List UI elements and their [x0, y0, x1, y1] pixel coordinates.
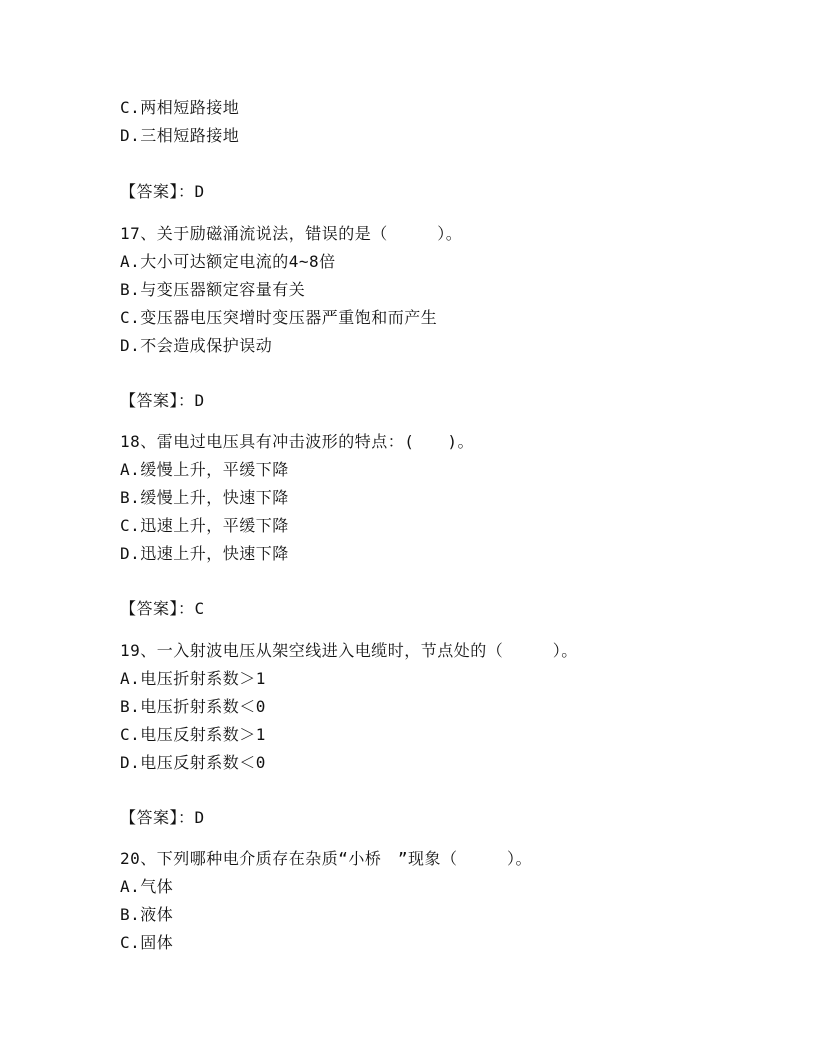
q17-option-b: B.与变压器额定容量有关 [120, 280, 306, 299]
q19-option-d: D.电压反射系数＜0 [120, 753, 266, 772]
q17-option-d: D.不会造成保护误动 [120, 336, 273, 355]
q17-option-c: C.变压器电压突增时变压器严重饱和而产生 [120, 308, 438, 327]
q19-answer: 【答案】：D [120, 808, 205, 827]
q17-question: 17、关于励磁涌流说法，错误的是（ ）。 [120, 224, 463, 243]
q16-option-c: C.两相短路接地 [120, 98, 240, 117]
q18-option-a: A.缓慢上升，平缓下降 [120, 460, 289, 479]
q19-option-a: A.电压折射系数＞1 [120, 669, 266, 688]
q20-option-b: B.液体 [120, 905, 174, 924]
q16-answer: 【答案】：D [120, 182, 205, 201]
q19-option-c: C.电压反射系数＞1 [120, 725, 266, 744]
q20-option-c: C.固体 [120, 933, 174, 952]
q18-answer: 【答案】：C [120, 599, 205, 618]
q18-option-c: C.迅速上升，平缓下降 [120, 516, 289, 535]
q19-question: 19、一入射波电压从架空线进入电缆时，节点处的（ ）。 [120, 641, 578, 660]
q18-option-b: B.缓慢上升，快速下降 [120, 488, 289, 507]
q17-answer: 【答案】：D [120, 391, 205, 410]
q20-option-a: A.气体 [120, 877, 174, 896]
q18-question: 18、雷电过电压具有冲击波形的特点：( )。 [120, 432, 475, 451]
q16-option-d: D.三相短路接地 [120, 126, 240, 145]
q19-option-b: B.电压折射系数＜0 [120, 697, 266, 716]
q20-question: 20、下列哪种电介质存在杂质“小桥 ”现象（ ）。 [120, 849, 533, 868]
q18-option-d: D.迅速上升，快速下降 [120, 544, 289, 563]
q17-option-a: A.大小可达额定电流的4~8倍 [120, 252, 336, 271]
